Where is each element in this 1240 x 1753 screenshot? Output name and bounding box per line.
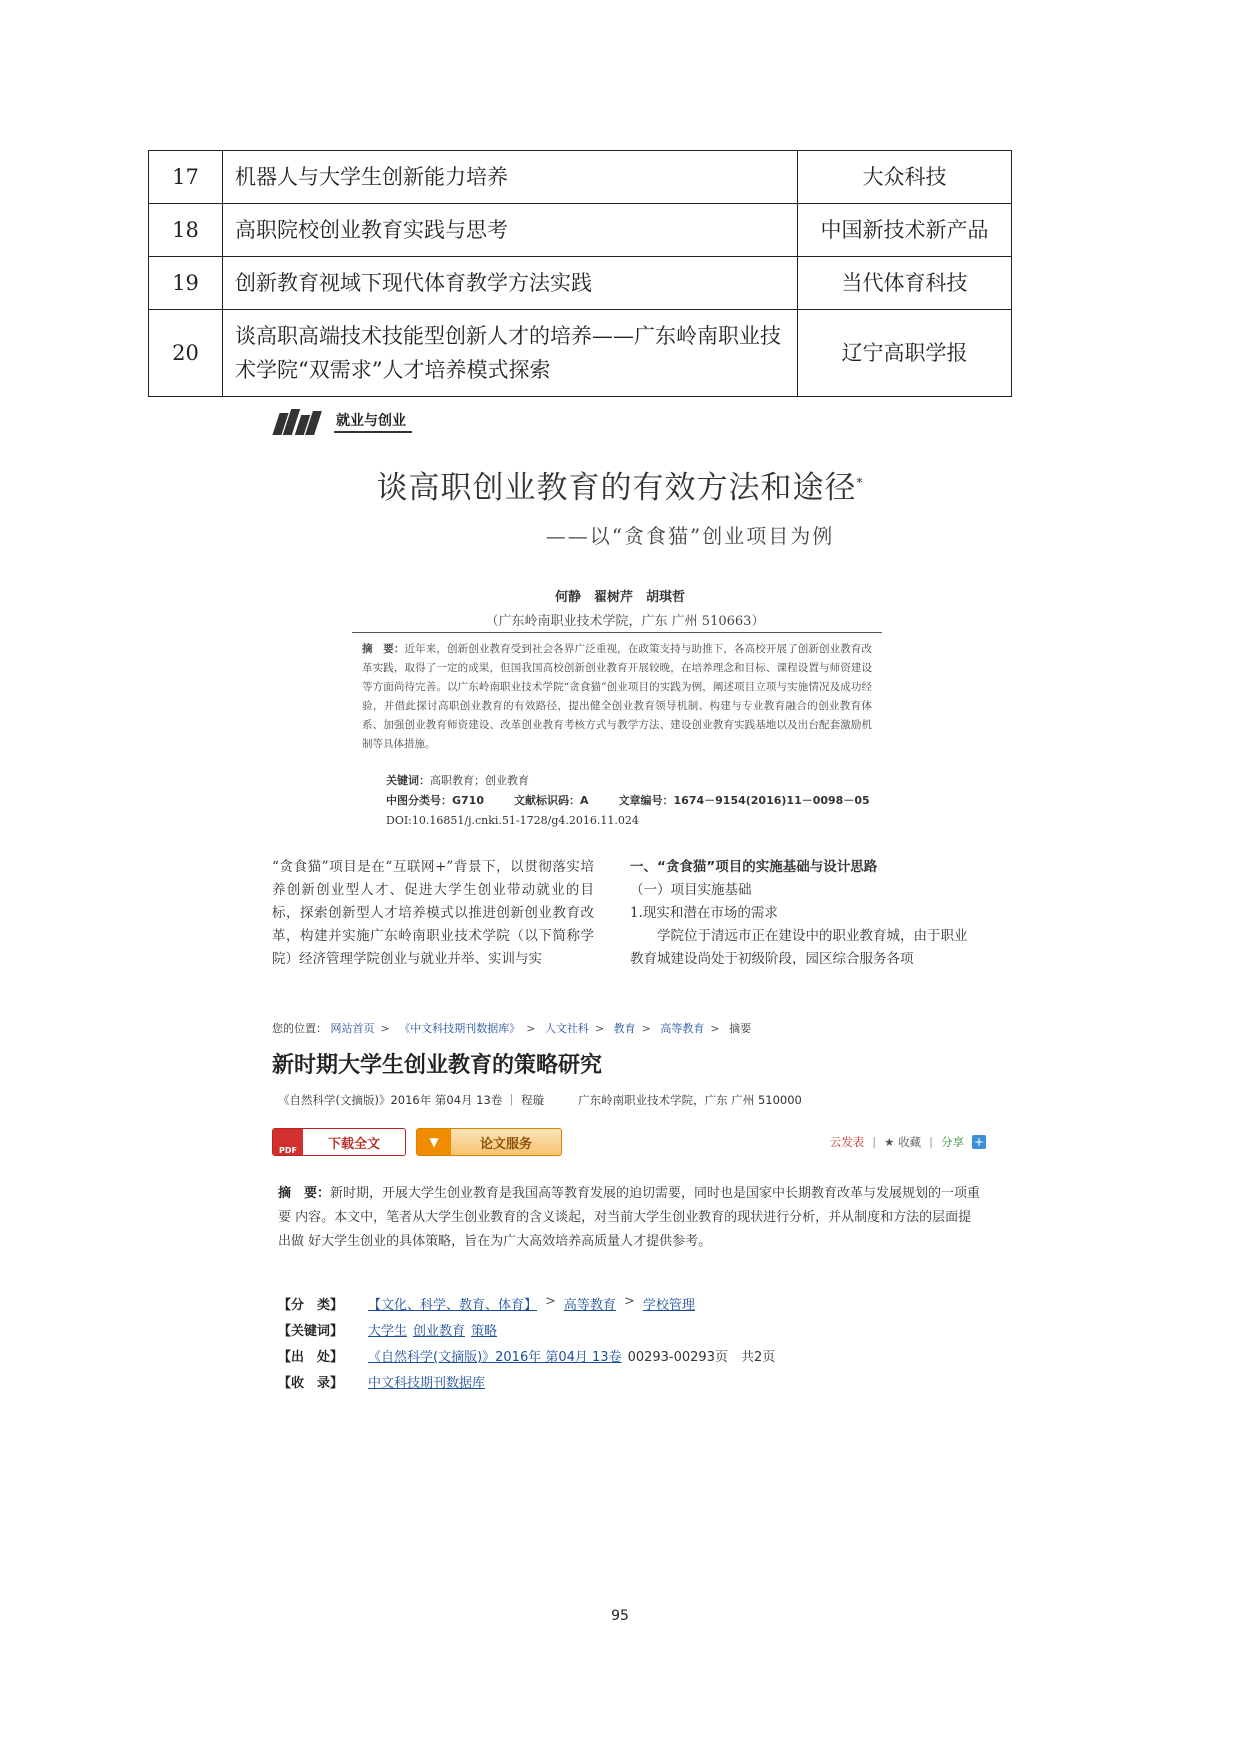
paper-service-button[interactable]: ▼ 论文服务	[416, 1128, 562, 1156]
paper-title: 创新教育视域下现代体育教学方法实践	[223, 257, 798, 310]
column-tag	[272, 406, 412, 436]
article-body-right: 一、“贪食猫”项目的实施基础与设计思路 （一）项目实施基础 1.现实和潜在市场的需求 学院位于清远市正在建设中的职业教育城，由于职业教育城建设尚处于初级阶段，园区综合服务各项	[630, 859, 968, 967]
keyword-link[interactable]: 策略	[471, 1324, 498, 1339]
column-label: 就业与创业	[334, 410, 412, 433]
index-link[interactable]: 中文科技期刊数据库	[368, 1376, 486, 1391]
journal-name: 中国新技术新产品	[798, 204, 1012, 257]
divider	[352, 632, 882, 633]
books-icon	[272, 407, 328, 435]
share-bar: 云发表 | ★ 收藏 | 分享 +	[829, 1135, 985, 1149]
category-link-higher-education[interactable]: 高等教育	[563, 1298, 616, 1313]
crumb-higher-education[interactable]: 高等教育	[660, 1022, 705, 1035]
index-row: 【收 录】 中文科技期刊数据库	[278, 1372, 491, 1391]
journal-article-clip	[260, 400, 980, 990]
crumb-home[interactable]: 网站首页	[330, 1022, 375, 1035]
crumb-humanities[interactable]: 人文社科	[544, 1022, 589, 1035]
category-link-culture[interactable]: 【文化、科学、教育、体育】	[368, 1298, 538, 1313]
download-fulltext-button[interactable]: PDF 下载全文	[272, 1128, 406, 1156]
category-row: 【分 类】 【文化、科学、教育、体育】 > 高等教育 > 学校管理	[278, 1294, 695, 1313]
article-keywords: 关键词：高职教育；创业教育	[386, 774, 529, 787]
category-link-school-management[interactable]: 学校管理	[642, 1298, 695, 1313]
crumb-current: 摘要	[729, 1022, 752, 1035]
crumb-database[interactable]: 《中文科技期刊数据库》	[399, 1022, 521, 1035]
article-authors: 何静 翟树芹 胡琪哲	[554, 590, 685, 605]
row-number: 18	[149, 204, 223, 257]
row-number: 20	[149, 310, 223, 397]
journal-name: 当代体育科技	[798, 257, 1012, 310]
source-pages: 00293-00293页 共2页	[627, 1350, 776, 1365]
paper-title: 高职院校创业教育实践与思考	[223, 204, 798, 257]
page-number: 95	[611, 1608, 629, 1624]
keyword-row: 【关键词】 大学生 创业教育 策略	[278, 1320, 503, 1339]
row-number: 19	[149, 257, 223, 310]
web-abstract: 摘 要：新时期，开展大学生创业教育是我国高等教育发展的迫切需要，同时也是国家中长期教育改革与发展规划的一项重要 内容。本文中，笔者从大学生创业教育的含义谈起，对当前大学生创业教育的现状进行分析，并从制度和方法的层面提出做 好大学生创业的具体策略，旨在为广大高效培养高质量人才提供参考。	[278, 1186, 981, 1249]
article-subtitle: ——以“贪食猫”创业项目为例	[545, 524, 835, 548]
paper-title: 谈高职高端技术技能型创新人才的培养——广东岭南职业技术学院“双需求”人才培养模式探索	[223, 310, 798, 397]
keyword-link[interactable]: 创业教育	[413, 1324, 466, 1339]
row-number: 17	[149, 151, 223, 204]
crumb-education[interactable]: 教育	[613, 1022, 636, 1035]
web-page-clip	[270, 1018, 990, 1408]
journal-name: 辽宁高职学报	[798, 310, 1012, 397]
favorite-link[interactable]: ★ 收藏	[884, 1135, 922, 1149]
article-classification: 中图分类号：G710 文献标识码：A 文章编号：1674－9154(2016)11－0098－05	[386, 794, 870, 807]
article-doi: DOI:10.16851/j.cnki.51-1728/g4.2016.11.024	[386, 814, 639, 827]
table-row	[149, 257, 1012, 310]
table-row	[149, 151, 1012, 204]
cloud-publish-link[interactable]: 云发表	[829, 1135, 865, 1149]
publication-info: 《自然科学(文摘版)》2016年 第04月 13卷 ｜ 程璇 广东岭南职业技术学院，广东 广州 510000	[278, 1093, 802, 1107]
pdf-icon: PDF	[273, 1129, 303, 1155]
journal-name: 大众科技	[798, 151, 1012, 204]
article-body-left: “贪食猫”项目是在“互联网+”背景下，以贯彻落实培养创新创业型人才、促进大学生创业带动就业的目标，探索创新型人才培养模式以推进创新创业教育改革，构建并实施广东岭南职业技术学院（以下简称学院）经济管理学院创业与就业并举、实训与实	[272, 859, 594, 967]
article-affiliation: （广东岭南职业技术学院，广东 广州 510663）	[485, 614, 765, 629]
article-title: 谈高职创业教育的有效方法和途径*	[376, 470, 864, 506]
table-row	[149, 310, 1012, 397]
paper-title: 机器人与大学生创新能力培养	[223, 151, 798, 204]
chevron-down-icon: ▼	[417, 1129, 451, 1155]
source-link[interactable]: 《自然科学(文摘版)》2016年 第04月 13卷	[368, 1350, 622, 1365]
breadcrumb: 您的位置： 网站首页 > 《中文科技期刊数据库》 > 人文社科 > 教育 > 高等教育 > 摘要	[272, 1022, 752, 1035]
page-title: 新时期大学生创业教育的策略研究	[272, 1053, 603, 1078]
share-link[interactable]: 分享	[941, 1135, 964, 1149]
article-abstract: 摘 要：近年来，创新创业教育受到社会各界广泛重视，在政策支持与助推下，各高校开展了创新创业教育改革实践，取得了一定的成果，但国我国高校创新创业教育开展较晚，在培养理念和目标、课程设置与师资建设等方面尚待完善。以广东岭南职业技术学院“贪食猫”创业项目的实践为例，阐述项目立项与实施情况及成功经验，并借此探讨高职创业教育的有效路径，提出健全创业教育领导机制、构建与专业教育融合的创业教育体系、加强创业教育师资建设、改革创业教育考核方式与教学方法、建设创业教育实践基地以及出台配套激励机制等具体措施。	[362, 643, 873, 750]
keyword-link[interactable]: 大学生	[368, 1324, 408, 1339]
paper-list-table	[148, 150, 1012, 397]
source-row: 【出 处】 《自然科学(文摘版)》2016年 第04月 13卷 00293-00293页 共2页	[278, 1346, 775, 1365]
plus-icon[interactable]: +	[973, 1135, 985, 1149]
table-row	[149, 204, 1012, 257]
